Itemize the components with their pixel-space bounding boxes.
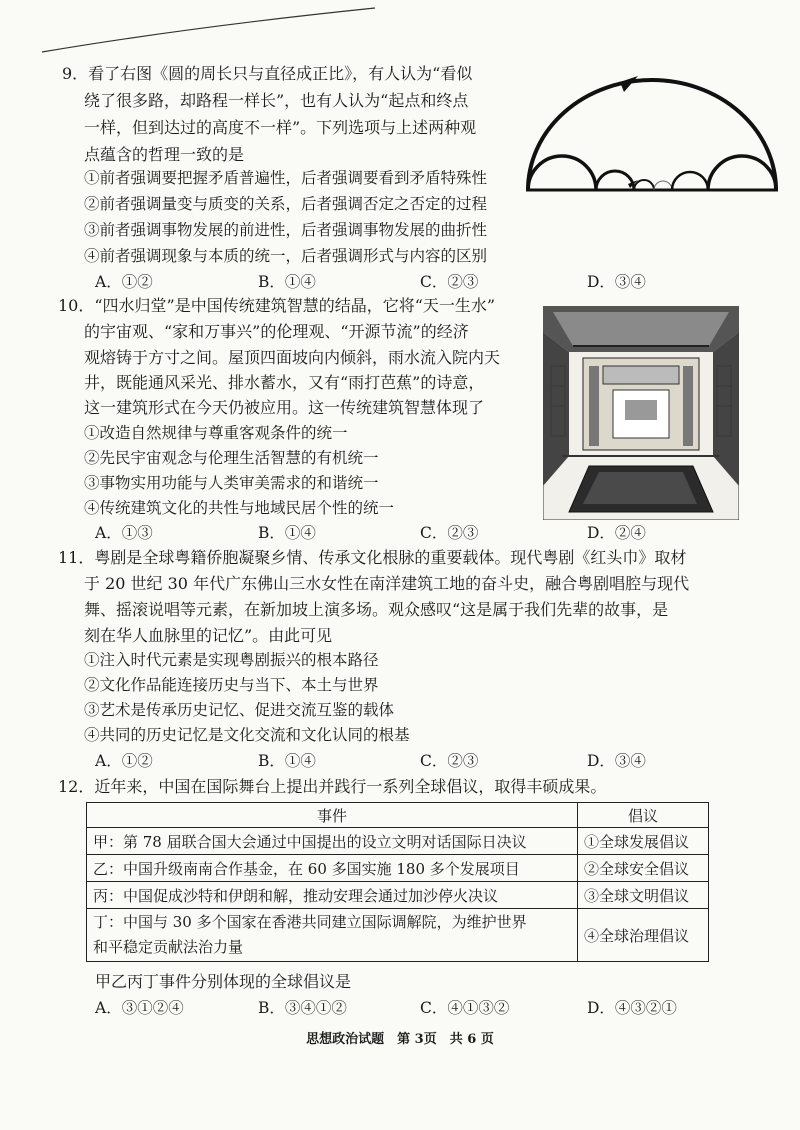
q9-answer-b: B．①④ xyxy=(258,273,316,291)
page-footer: 思想政治试题 第 3页 共 6 页 xyxy=(306,1032,494,1047)
q9-answer-a: A．①② xyxy=(95,273,153,291)
q10-line: 井，既能通风采光、排水蓄水，又有“雨打芭蕉”的诗意， xyxy=(84,373,485,392)
q10-line: 的宇宙观、“家和万事兴”的伦理观、“开源节流”的经济 xyxy=(84,322,469,341)
q10-option: ④传统建筑文化的共性与地域民居个性的统一 xyxy=(84,499,395,517)
semicircle-diagram xyxy=(522,72,782,202)
q11-option: ④共同的历史记忆是文化交流和文化认同的根基 xyxy=(84,726,410,744)
q12-answer-a: A．③①②④ xyxy=(95,999,184,1017)
q12-answer-d: D．④③②① xyxy=(587,999,677,1017)
q9-line: 一样，但到达过的高度不一样”。下列选项与上述两种观 xyxy=(84,118,477,137)
q10-option: ③事物实用功能与人类审美需求的和谐统一 xyxy=(84,474,379,492)
q12-question: 甲乙丙丁事件分别体现的全球倡议是 xyxy=(95,972,352,991)
table-row xyxy=(87,855,709,882)
q11-option: ③艺术是传承历史记忆、促进交流互鉴的载体 xyxy=(84,701,395,719)
table-row xyxy=(87,828,709,855)
q10-answer-c: C．②③ xyxy=(420,524,479,542)
table-cell-initiative: ①全球发展倡议 xyxy=(578,828,709,855)
q9-line: 绕了很多路，却路程一样长”，也有人认为“起点和终点 xyxy=(84,91,469,110)
q11-answer-a: A．①② xyxy=(95,752,153,770)
q10-answer-d: D．②④ xyxy=(587,524,646,542)
q10-line: 10．“四水归堂”是中国传统建筑智慧的结晶，它将“天一生水” xyxy=(58,296,496,315)
q12-answer-c: C．④①③② xyxy=(420,999,510,1017)
q10-answer-a: A．①③ xyxy=(95,524,153,542)
table-row xyxy=(87,882,709,909)
q11-answer-b: B．①④ xyxy=(258,752,316,770)
scan-artifact-line xyxy=(40,2,380,62)
q11-option: ②文化作品能连接历史与当下、本土与世界 xyxy=(84,676,379,694)
table-cell-event: 丙：中国促成沙特和伊朗和解，推动安理会通过加沙停火决议 xyxy=(87,882,578,909)
q12-answer-b: B．③④①② xyxy=(258,999,347,1017)
table-header-row xyxy=(87,803,709,828)
table-cell-initiative: ④全球治理倡议 xyxy=(578,909,709,962)
q9-answer-d: D．③④ xyxy=(587,273,646,291)
q9-option: ①前者强调要把握矛盾普遍性，后者强调要看到矛盾特殊性 xyxy=(84,169,488,187)
q11-line: 舞、摇滚说唱等元素，在新加坡上演多场。观众感叹“这是属于我们先辈的故事，是 xyxy=(84,600,669,619)
q11-line: 11．粤剧是全球粤籍侨胞凝聚乡情、传承文化根脉的重要载体。现代粤剧《红头巾》取材 xyxy=(58,548,687,567)
q11-option: ①注入时代元素是实现粤剧振兴的根本路径 xyxy=(84,651,379,669)
table-header-initiative: 倡议 xyxy=(578,803,709,828)
table-cell-event: 乙：中国升级南南合作基金，在 60 多国实施 180 多个发展项目 xyxy=(87,855,578,882)
events-table xyxy=(86,802,709,962)
table-cell-event-line2: 和平稳定贡献法治力量 xyxy=(93,938,244,956)
table-row xyxy=(87,909,709,962)
table-cell-initiative: ②全球安全倡议 xyxy=(578,855,709,882)
q10-option: ①改造自然规律与尊重客观条件的统一 xyxy=(84,424,348,442)
table-header-event: 事件 xyxy=(87,803,578,828)
q9-line: 9．看了右图《圆的周长只与直径成正比》，有人认为“看似 xyxy=(62,64,473,83)
q11-line: 刻在华人血脉里的记忆”。由此可见 xyxy=(84,626,333,645)
q12-stem: 12．近年来，中国在国际舞台上提出并践行一系列全球倡议，取得丰硕成果。 xyxy=(58,777,607,796)
q10-line: 这一建筑形式在今天仍被应用。这一传统建筑智慧体现了 xyxy=(84,398,485,417)
q11-answer-c: C．②③ xyxy=(420,752,479,770)
q11-line: 于 20 世纪 30 年代广东佛山三水女性在南洋建筑工地的奋斗史，融合粤剧唱腔与现代 xyxy=(84,574,690,593)
table-cell-initiative: ③全球文明倡议 xyxy=(578,882,709,909)
q10-option: ②先民宇宙观念与伦理生活智慧的有机统一 xyxy=(84,449,379,467)
table-cell-event: 甲：第 78 届联合国大会通过中国提出的设立文明对话国际日决议 xyxy=(87,828,578,855)
table-cell-event xyxy=(87,909,578,962)
q10-answer-b: B．①④ xyxy=(258,524,316,542)
q10-line: 观熔铸于方寸之间。屋顶四面坡向内倾斜，雨水流入院内天 xyxy=(84,348,501,367)
q9-line: 点蕴含的哲理一致的是 xyxy=(84,145,245,164)
q9-option: ②前者强调量变与质变的关系，后者强调否定之否定的过程 xyxy=(84,195,488,213)
table-cell-event-line1: 丁：中国与 30 多个国家在香港共同建立国际调解院，为维护世界 xyxy=(93,913,527,931)
q11-answer-d: D．③④ xyxy=(587,752,646,770)
q9-option: ④前者强调现象与本质的统一，后者强调形式与内容的区别 xyxy=(84,247,488,265)
q9-answer-c: C．②③ xyxy=(420,273,479,291)
q9-option: ③前者强调事物发展的前进性，后者强调事物发展的曲折性 xyxy=(84,221,488,239)
courtyard-illustration xyxy=(543,306,739,520)
